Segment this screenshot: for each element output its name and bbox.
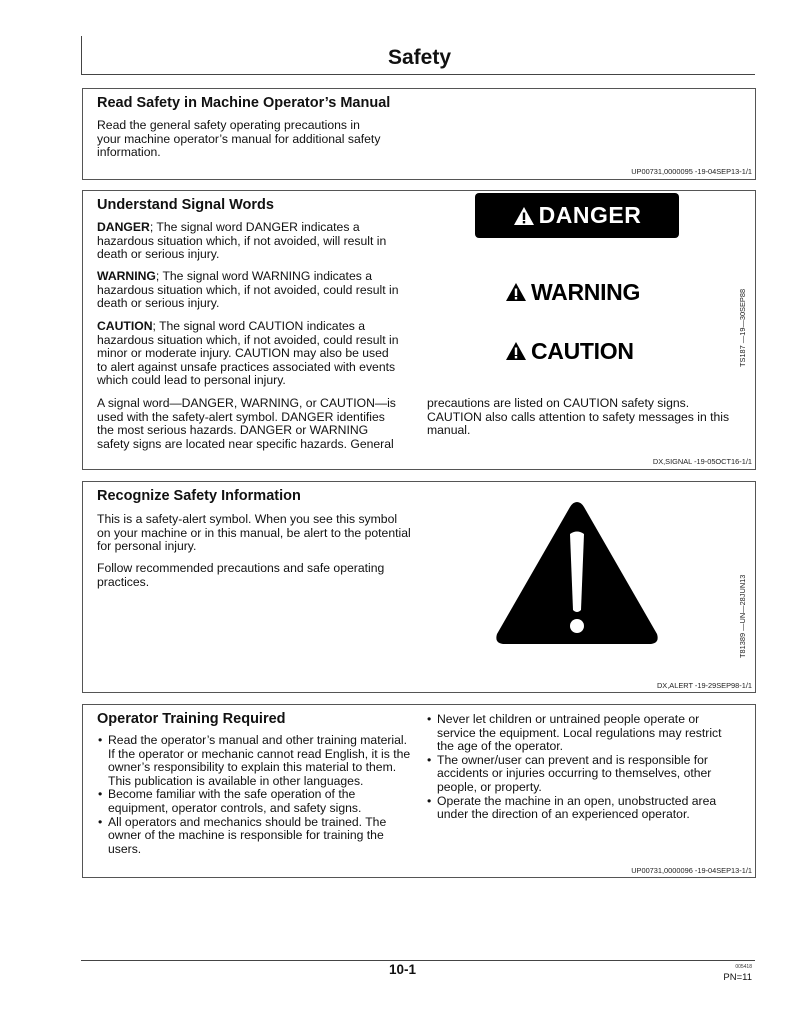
- danger-sign: [475, 193, 679, 238]
- section-body: [97, 562, 427, 589]
- figure-code: TS187 —19—30SEP88: [738, 288, 747, 367]
- body-line: hazardous situation which, if not avoided, could result in: [97, 332, 399, 347]
- body-line: hazardous situation which, if not avoided, could result in: [97, 282, 399, 297]
- body-line: on your machine or in this manual, be alert to the potential: [97, 525, 411, 540]
- body-line: CAUTION also calls attention to safety messages in this: [427, 409, 730, 424]
- doc-code: DX,ALERT -19-29SEP98-1/1: [656, 681, 752, 690]
- body-line: to alert against unsafe practices associated with events: [97, 359, 396, 374]
- body-line: ; The signal word CAUTION indicates a: [152, 319, 365, 333]
- list-item: • All operators and mechanics should be trained. The owner of the machine is responsible for training the users.: [97, 816, 427, 857]
- warning-sign-label: WARNING: [531, 279, 641, 305]
- list-item: • Read the operator’s manual and other training material. If the operator or mechanic cannot read English, it is the owner’s responsibility to explain this material to them. This publication is available in other languages.: [97, 734, 427, 788]
- body-line: precautions are listed on CAUTION safety signs.: [427, 396, 690, 410]
- section-title: Understand Signal Words: [97, 197, 274, 213]
- body-line: the most serious hazards. DANGER or WARNING: [97, 423, 369, 438]
- body-line: which could lead to personal injury.: [97, 373, 286, 388]
- doc-code: UP00731,0000095 -19-04SEP13-1/1: [631, 167, 752, 176]
- doc-code: UP00731,0000096 -19-04SEP13-1/1: [631, 866, 752, 875]
- section-recognize-safety: [82, 481, 756, 693]
- general-paragraph-continued: [427, 397, 747, 438]
- body-line: hazardous situation which, if not avoided, will result in: [97, 233, 387, 248]
- warning-term: WARNING: [97, 269, 156, 283]
- body-line: Read the general safety operating precautions in: [97, 118, 360, 132]
- body-line: your machine operator’s manual for additional safety: [97, 131, 381, 146]
- body-line: Follow recommended precautions and safe operating: [97, 561, 385, 575]
- doc-code: DX,SIGNAL -19-05OCT16-1/1: [652, 457, 752, 466]
- footer-code: 005418: [735, 964, 752, 970]
- header-rule-vertical: [81, 36, 82, 74]
- section-read-manual: [82, 88, 756, 180]
- body-line: manual.: [427, 423, 471, 438]
- training-list-left: [97, 734, 427, 856]
- section-operator-training: [82, 704, 756, 878]
- caution-term: CAUTION: [97, 319, 153, 333]
- list-item: • The owner/user can prevent and is responsible for accidents or injuries occurring to themselves, other people, or property.: [426, 754, 751, 795]
- warning-sign: [505, 279, 640, 306]
- danger-paragraph: [97, 221, 417, 262]
- body-line: ; The signal word WARNING indicates a: [155, 269, 372, 283]
- caution-paragraph: [97, 320, 417, 388]
- list-item: • Become familiar with the safe operation of the equipment, operator controls, and safety signs.: [97, 788, 427, 815]
- safety-alert-triangle-icon: [493, 498, 661, 648]
- section-body: [97, 119, 427, 160]
- figure-code: T81389 —UN—28JUN13: [738, 574, 747, 658]
- body-line: ; The signal word DANGER indicates a: [149, 220, 360, 234]
- page-number: 10-1: [389, 962, 417, 977]
- body-line: death or serious injury.: [97, 247, 220, 262]
- body-line: for personal injury.: [97, 539, 197, 554]
- body-line: information.: [97, 145, 161, 160]
- footer-rule: [81, 960, 755, 961]
- section-title: Read Safety in Machine Operator’s Manual: [97, 95, 391, 111]
- list-item: • Never let children or untrained people operate or service the equipment. Local regulations may restrict the age of the operator.: [426, 713, 751, 754]
- body-line: death or serious injury.: [97, 296, 220, 311]
- warning-triangle-icon: [505, 282, 527, 302]
- caution-sign-label: CAUTION: [531, 338, 634, 364]
- body-line: A signal word—DANGER, WARNING, or CAUTION—is: [97, 396, 396, 410]
- caution-sign: [505, 338, 634, 365]
- section-title: Operator Training Required: [97, 711, 286, 727]
- section-title: Recognize Safety Information: [97, 488, 301, 504]
- pn-label: PN=11: [723, 972, 752, 983]
- header-rule: [81, 74, 755, 75]
- general-paragraph: [97, 397, 417, 451]
- body-line: This is a safety-alert symbol. When you see this symbol: [97, 512, 398, 526]
- warning-triangle-icon: [513, 206, 535, 226]
- body-line: used with the safety-alert symbol. DANGER identifies: [97, 409, 385, 424]
- body-line: practices.: [97, 574, 150, 589]
- page-title: Safety: [387, 46, 451, 69]
- body-line: safety signs are located near specific hazards. General: [97, 436, 394, 451]
- danger-sign-label: DANGER: [538, 202, 642, 228]
- warning-triangle-icon: [505, 341, 527, 361]
- body-line: minor or moderate injury. CAUTION may also be used: [97, 346, 389, 361]
- warning-paragraph: [97, 270, 417, 311]
- training-list-right: [426, 713, 751, 822]
- list-item: • Operate the machine in an open, unobstructed area under the direction of an experienced operator.: [426, 795, 751, 822]
- section-body: [97, 513, 427, 554]
- danger-term: DANGER: [97, 220, 150, 234]
